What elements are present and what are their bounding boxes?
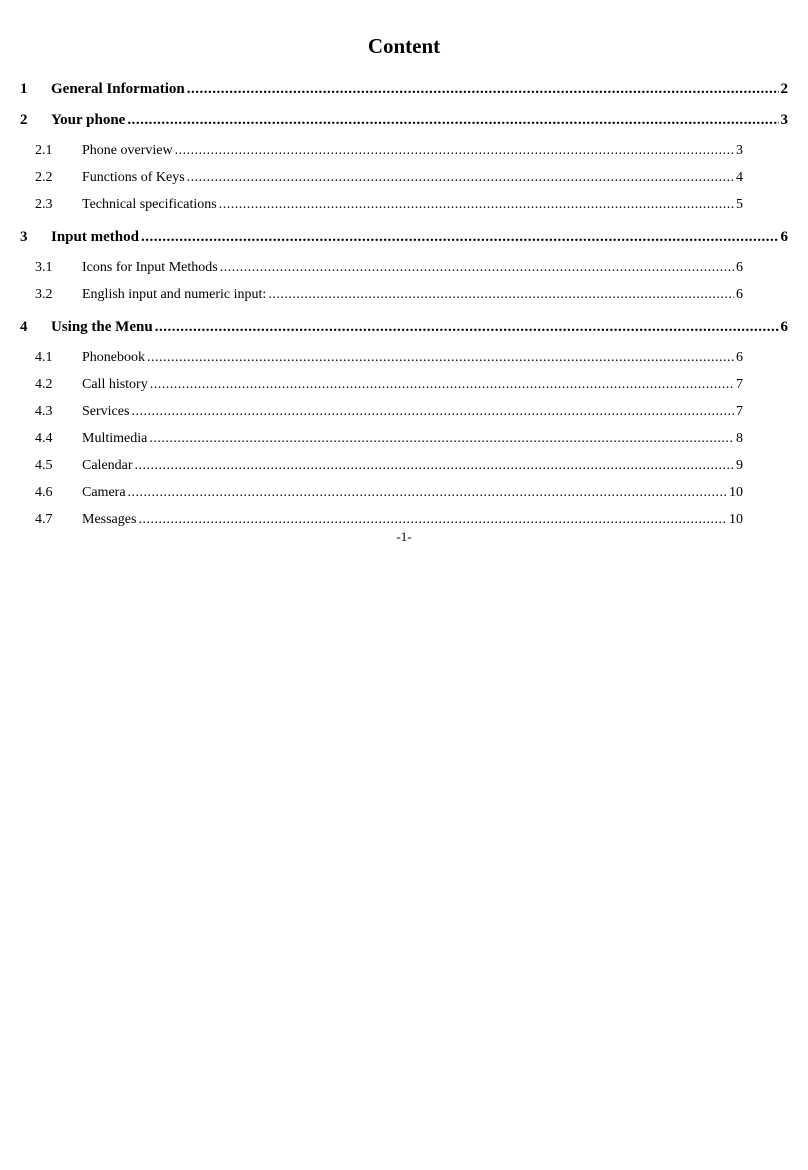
toc-entry-page: 10 <box>729 485 743 500</box>
toc-entry-page: 10 <box>729 512 743 527</box>
toc-entry-title: Input method <box>51 229 139 245</box>
toc-dot-leader <box>187 78 779 100</box>
toc-entry-number: 2.1 <box>35 143 53 158</box>
toc-entry[interactable] <box>20 109 788 131</box>
toc-dot-leader <box>128 483 727 503</box>
toc-entry-title: Using the Menu <box>51 319 153 335</box>
page-number: -1- <box>396 529 412 544</box>
toc-dot-leader <box>135 456 734 476</box>
toc-entry-title: Services <box>82 404 130 419</box>
toc-dot-leader <box>147 348 734 368</box>
toc-entry-title: Technical specifications <box>82 197 217 212</box>
toc-entry[interactable] <box>20 78 788 100</box>
toc-entry-page: 2 <box>780 81 788 97</box>
toc-entry-page: 4 <box>736 170 743 185</box>
toc-entry-number: 4 <box>20 319 28 335</box>
toc-entry-number: 1 <box>20 81 28 97</box>
toc-dot-leader <box>219 195 734 215</box>
toc-subentry[interactable] <box>35 483 743 503</box>
toc-entry-number: 4.4 <box>35 431 53 446</box>
toc-entry-number: 4.1 <box>35 350 53 365</box>
toc-entry-title: Functions of Keys <box>82 170 185 185</box>
toc-entry-title: Phone overview <box>82 143 173 158</box>
toc-entry-page: 8 <box>736 431 743 446</box>
toc-entry-number: 2.3 <box>35 197 53 212</box>
toc-entry-title: Camera <box>82 485 126 500</box>
toc-dot-leader <box>150 375 734 395</box>
page-title: Content <box>367 34 441 58</box>
toc-entry-number: 4.3 <box>35 404 53 419</box>
toc-entry-number: 3 <box>20 229 28 245</box>
toc-subentry[interactable] <box>35 141 743 161</box>
toc-entry-title: Messages <box>82 512 137 527</box>
toc-subentry[interactable] <box>35 285 743 305</box>
toc-subentry[interactable] <box>35 429 743 449</box>
toc-dot-leader <box>149 429 734 449</box>
toc-entry-title: Your phone <box>51 112 126 128</box>
toc-entry-page: 6 <box>736 287 743 302</box>
toc-entry-title: General Information <box>51 81 185 97</box>
toc-subentry[interactable] <box>35 402 743 422</box>
toc-subentry[interactable] <box>35 375 743 395</box>
toc-dot-leader <box>268 285 734 305</box>
toc-dot-leader <box>155 316 779 338</box>
toc-subentry[interactable] <box>35 258 743 278</box>
toc-entry-number: 2.2 <box>35 170 53 185</box>
toc-entry-number: 4.5 <box>35 458 53 473</box>
toc-subentry[interactable] <box>35 456 743 476</box>
toc-entry-number: 4.2 <box>35 377 53 392</box>
toc-entry-page: 3 <box>736 143 743 158</box>
toc-entry-number: 4.6 <box>35 485 53 500</box>
toc-subentry[interactable] <box>35 168 743 188</box>
toc-entry-title: Icons for Input Methods <box>82 260 218 275</box>
toc-entry-page: 6 <box>736 350 743 365</box>
toc-entry-number: 3.2 <box>35 287 53 302</box>
toc-entry-title: Phonebook <box>82 350 145 365</box>
toc-entry-title: Multimedia <box>82 431 148 446</box>
toc-entry-page: 6 <box>736 260 743 275</box>
toc-entry-page: 6 <box>780 229 788 245</box>
toc-entry-page: 6 <box>780 319 788 335</box>
toc-entry-page: 7 <box>736 404 743 419</box>
toc-dot-leader <box>187 168 734 188</box>
toc-entry-title: Call history <box>82 377 148 392</box>
toc-entry-number: 4.7 <box>35 512 53 527</box>
toc-entry-number: 2 <box>20 112 28 128</box>
toc-dot-leader <box>127 109 778 131</box>
toc-entry-page: 7 <box>736 377 743 392</box>
toc-subentry[interactable] <box>35 510 743 530</box>
toc-entry-title: English input and numeric input: <box>82 287 267 302</box>
toc-entry-number: 3.1 <box>35 260 53 275</box>
toc-dot-leader <box>131 402 734 422</box>
toc-entry-page: 9 <box>736 458 743 473</box>
toc-dot-leader <box>138 510 727 530</box>
toc-entry-page: 5 <box>736 197 743 212</box>
toc-entry[interactable] <box>20 316 788 338</box>
toc-subentry[interactable] <box>35 348 743 368</box>
toc-entry[interactable] <box>20 226 788 248</box>
toc-dot-leader <box>141 226 779 248</box>
toc-entry-page: 3 <box>780 112 788 128</box>
toc-dot-leader <box>175 141 734 161</box>
toc-dot-leader <box>220 258 734 278</box>
toc-subentry[interactable] <box>35 195 743 215</box>
toc-entry-title: Calendar <box>82 458 133 473</box>
